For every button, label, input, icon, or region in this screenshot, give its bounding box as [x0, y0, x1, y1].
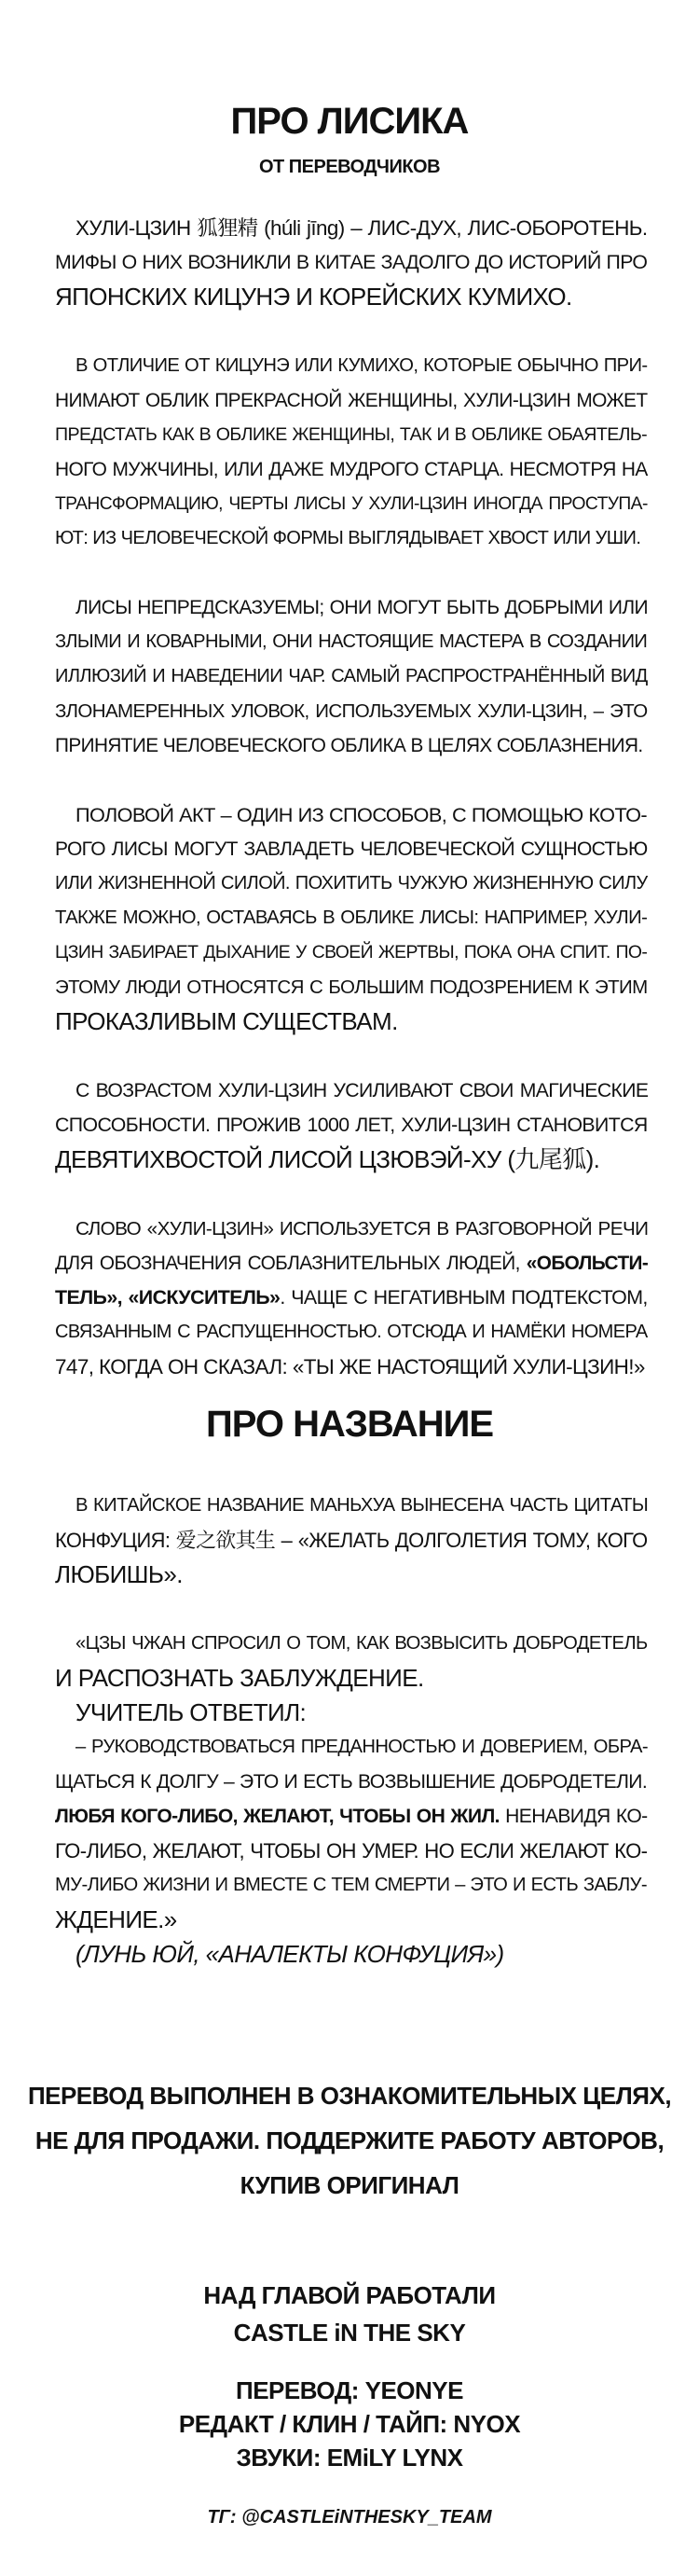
line-text: И РАСПОЗНАТЬ ЗАБЛУЖДЕНИЕ.: [55, 1664, 424, 1692]
line-text: ПРОКАЗЛИВЫМ СУЩЕСТВАМ.: [55, 1007, 398, 1035]
line-text: МУ-ЛИБО ЖИЗНИ И ВМЕСТЕ С ТЕМ СМЕРТИ – ЭТО И ЕСТЬ ЗАБЛУ-: [55, 1875, 647, 1895]
paragraph: [55, 1489, 649, 1592]
text-line: [55, 694, 649, 728]
line-text: «ЦЗЫ ЧЖАН СПРОСИЛ О ТОМ, КАК ВОЗВЫСИТЬ ДОБРОДЕТЕЛЬ: [75, 1633, 648, 1654]
text-line: [55, 1212, 649, 1246]
text: ДЛЯ ОБОЗНАЧЕНИЯ СОБЛАЗНИТЕЛЬНЫХ ЛЮДЕЙ,: [55, 1253, 527, 1274]
line-text: НИМАЮТ ОБЛИК ПРЕКРАСНОЙ ЖЕНЩИНЫ, ХУЛИ-ЦЗИН МОЖЕТ: [55, 390, 648, 411]
paragraph: [55, 797, 649, 1039]
line-text: ПРИНЯТИЕ ЧЕЛОВЕЧЕСКОГО ОБЛИКА В ЦЕЛЯХ СОБЛАЗНЕНИЯ.: [55, 735, 643, 756]
credit-edit: РЕДАКТ / КЛИН / ТАЙП: NYOX: [178, 2410, 521, 2438]
text-line: [55, 1730, 649, 1765]
line-text: ЯПОНСКИХ КИЦУНЭ И КОРЕЙСКИХ КУМИХО.: [55, 283, 572, 311]
line-text: ЗЛОНАМЕРЕННЫХ УЛОВОК, ИСПОЛЬЗУЕМЫХ ХУЛИ-ЦЗИН, – ЭТО: [55, 700, 648, 722]
line-text: ЛИСЫ НЕПРЕДСКАЗУЕМЫ; ОНИ МОГУТ БЫТЬ ДОБРЫМИ ИЛИ: [75, 597, 649, 618]
paragraph: [55, 1627, 649, 1696]
text-line: [55, 1108, 649, 1143]
text-line: [55, 1281, 649, 1315]
paragraph: [55, 1212, 649, 1384]
bold-text: ТЕЛЬ», «ИСКУСИТЕЛЬ»: [55, 1286, 281, 1309]
text-line: [55, 1799, 649, 1834]
line-text: СВЯЗАННЫМ С РАСПУЩЕННОСТЬЮ. ОТСЮДА И НАМЁКИ НОМЕРА: [55, 1322, 648, 1342]
line-text: ГО-ЛИБО, ЖЕЛАЮТ, ЧТОБЫ ОН УМЕР. НО ЕСЛИ ЖЕЛАЮТ КО-: [55, 1839, 648, 1863]
line-text: КОНФУЦИЯ: 爱之欲其生 – «ЖЕЛАТЬ ДОЛГОЛЕТИЯ ТОМУ, КОГО: [55, 1529, 648, 1552]
text-line: [55, 1246, 649, 1281]
line-text: – РУКОВОДСТВОВАТЬСЯ ПРЕДАННОСТЬЮ И ДОВЕРИЕМ, ОБРА-: [75, 1737, 649, 1757]
text-line: [55, 935, 649, 970]
line-text: ТРАНСФОРМАЦИЮ, ЧЕРТЫ ЛИСЫ У ХУЛИ-ЦЗИН ИНОГДА ПРОСТУПА-: [55, 494, 648, 514]
text-line: [55, 797, 649, 832]
line-text: С ВОЗРАСТОМ ХУЛИ-ЦЗИН УСИЛИВАЮТ СВОИ МАГИЧЕСКИЕ: [75, 1080, 649, 1101]
text: . ЧАЩЕ С НЕГАТИВНЫМ ПОДТЕКСТОМ,: [280, 1286, 648, 1309]
text-line: [55, 1661, 649, 1696]
line-text: ТАКЖЕ МОЖНО, ОСТАВАЯСЬ В ОБЛИКЕ ЛИСЫ: НАПРИМЕР, ХУЛИ-: [55, 907, 648, 928]
text-line: [55, 418, 649, 452]
line-text: ЩАТЬСЯ К ДОЛГУ – ЭТО И ЕСТЬ ВОЗВЫШЕНИЕ ДОБРОДЕТЕЛИ.: [55, 1771, 648, 1793]
citation: [55, 1937, 649, 1972]
text-line: [55, 1868, 649, 1903]
line-text: ПОЛОВОЙ АКТ – ОДИН ИЗ СПОСОБОВ, С ПОМОЩЬЮ КОТО-: [75, 803, 648, 826]
paragraph: [55, 349, 649, 556]
line-text: ЮТ: ИЗ ЧЕЛОВЕЧЕСКОЙ ФОРМЫ ВЫГЛЯДЫВАЕТ ХВОСТ ИЛИ УШИ.: [55, 528, 641, 548]
paragraph: [55, 1730, 649, 1937]
disclaimer-line: КУПИВ ОРИГИНАЛ: [240, 2171, 459, 2199]
line-text: ЗЛЫМИ И КОВАРНЫМИ, ОНИ НАСТОЯЩИЕ МАСТЕРА В СОЗДАНИИ: [55, 631, 648, 652]
line-text: [55, 1246, 648, 1281]
line-text: ЭТОМУ ЛЮДИ ОТНОСЯТСЯ С БОЛЬШИМ ПОДОЗРЕНИЕМ К ЭТИМ: [55, 976, 648, 998]
paragraph: [55, 211, 649, 314]
line-text: 747, КОГДА ОН СКАЗАЛ: «ТЫ ЖЕ НАСТОЯЩИЙ ХУЛИ-ЦЗИН!»: [55, 1355, 645, 1378]
line-text: ИЛИ ЖИЗНЕННОЙ СИЛОЙ. ПОХИТИТЬ ЧУЖУЮ ЖИЗНЕННУЮ СИЛУ: [55, 873, 648, 893]
text-line: [55, 1143, 649, 1177]
line-text: ЖДЕНИЕ.»: [55, 1905, 177, 1933]
text-line: [55, 866, 649, 901]
text-line: [55, 1696, 649, 1730]
line-text: ЛЮБИШЬ».: [55, 1560, 183, 1588]
text-line: [55, 1523, 649, 1558]
text-line: [55, 1315, 649, 1350]
line-text: СПОСОБНОСТИ. ПРОЖИВ 1000 ЛЕТ, ХУЛИ-ЦЗИН СТАНОВИТСЯ: [55, 1114, 648, 1136]
text-line: [55, 590, 649, 625]
line-text: [55, 1799, 648, 1834]
text-line: [55, 1350, 649, 1384]
text-line: [55, 1627, 649, 1661]
text-line: [55, 901, 649, 935]
text-line: [55, 280, 649, 314]
text-line: [55, 452, 649, 487]
credit-translation: ПЕРЕВОД: YEONYE: [236, 2376, 463, 2404]
worked-label: НАД ГЛАВОЙ РАБОТАЛИ: [203, 2281, 496, 2309]
line-text: СЛОВО «ХУЛИ-ЦЗИН» ИСПОЛЬЗУЕТСЯ В РАЗГОВОРНОЙ РЕЧИ: [75, 1218, 649, 1240]
paragraph: [55, 590, 649, 763]
text-line: [55, 487, 649, 521]
line-text: ПРЕДСТАТЬ КАК В ОБЛИКЕ ЖЕНЩИНЫ, ТАК И В ОБЛИКЕ ОБАЯТЕЛЬ-: [55, 424, 648, 445]
line-text: МИФЫ О НИХ ВОЗНИКЛИ В КИТАЕ ЗАДОЛГО ДО ИСТОРИЙ ПРО: [55, 251, 648, 273]
line-text: НОГО МУЖЧИНЫ, ИЛИ ДАЖЕ МУДРОГО СТАРЦА. НЕСМОТРЯ НА: [55, 459, 648, 480]
text-line: [55, 832, 649, 866]
line-text: РОГО ЛИСЫ МОГУТ ЗАВЛАДЕТЬ ЧЕЛОВЕЧЕСКОЙ СУЩНОСТЬЮ: [55, 838, 648, 860]
text: НЕНАВИДЯ КО-: [499, 1806, 648, 1827]
disclaimer-line: НЕ ДЛЯ ПРОДАЖИ. ПОДДЕРЖИТЕ РАБОТУ АВТОРОВ,: [34, 2126, 665, 2154]
text-line: [55, 245, 649, 280]
line-text: ДЕВЯТИХВОСТОЙ ЛИСОЙ ЦЗЮВЭЙ-ХУ (九尾狐).: [55, 1145, 600, 1173]
line-text: [55, 1281, 648, 1315]
text-line: [55, 659, 649, 694]
text-line: [55, 1004, 649, 1039]
line-text: УЧИТЕЛЬ ОТВЕТИЛ:: [75, 1698, 307, 1726]
text-line: [55, 1937, 649, 1972]
line-text: В ОТЛИЧИЕ ОТ КИЦУНЭ ИЛИ КУМИХО, КОТОРЫЕ ОБЫЧНО ПРИ-: [75, 355, 648, 376]
line-text: ЦЗИН ЗАБИРАЕТ ДЫХАНИЕ У СВОЕЙ ЖЕРТВЫ, ПОКА ОНА СПИТ. ПО-: [55, 942, 648, 963]
line-text: ИЛЛЮЗИЙ И НАВЕДЕНИИ ЧАР. САМЫЙ РАСПРОСТРАНЁННЫЙ ВИД: [55, 666, 648, 686]
bold-text: ЛЮБЯ КОГО-ЛИБО, ЖЕЛАЮТ, ЧТОБЫ ОН ЖИЛ.: [55, 1806, 500, 1827]
text-line: [55, 970, 649, 1004]
line-text: В КИТАЙСКОЕ НАЗВАНИЕ МАНЬХУА ВЫНЕСЕНА ЧАСТЬ ЦИТАТЫ: [75, 1495, 649, 1516]
text-line: [55, 1903, 649, 1937]
text-line: [55, 383, 649, 418]
text-line: [55, 1558, 649, 1592]
text-line: [55, 1765, 649, 1799]
disclaimer-line: ПЕРЕВОД ВЫПОЛНЕН В ОЗНАКОМИТЕЛЬНЫХ ЦЕЛЯХ,: [27, 2082, 672, 2110]
text-line: [55, 625, 649, 659]
line-text: (ЛУНЬ ЮЙ, «АНАЛЕКТЫ КОНФУЦИЯ»): [75, 1940, 504, 1968]
text-line: [55, 1073, 649, 1108]
line-text: ХУЛИ-ЦЗИН 狐狸精 (húli jīng) – ЛИС-ДУХ, ЛИС-ОБОРОТЕНЬ.: [75, 216, 648, 240]
text-line: [55, 1489, 649, 1523]
text-line: [55, 349, 649, 383]
telegram-link[interactable]: ТГ: @CASTLEiNTHESKY_TEAM: [207, 2507, 492, 2528]
team-name: CASTLE iN THE SKY: [233, 2319, 466, 2347]
credit-sounds: ЗВУКИ: EMiLY LYNX: [236, 2444, 463, 2472]
text-line: [55, 521, 649, 556]
text-line: [55, 728, 649, 763]
section-title-fox: ПРО ЛИСИКА: [230, 101, 469, 142]
section-title-name: ПРО НАЗВАНИЕ: [205, 1404, 494, 1445]
section-subtitle: ОТ ПЕРЕВОДЧИКОВ: [258, 157, 441, 177]
bold-text: «ОБОЛЬСТИ-: [526, 1253, 649, 1274]
text-line: [55, 1834, 649, 1868]
text-line: [55, 211, 649, 245]
paragraph: [55, 1073, 649, 1177]
paragraph: [55, 1696, 649, 1730]
